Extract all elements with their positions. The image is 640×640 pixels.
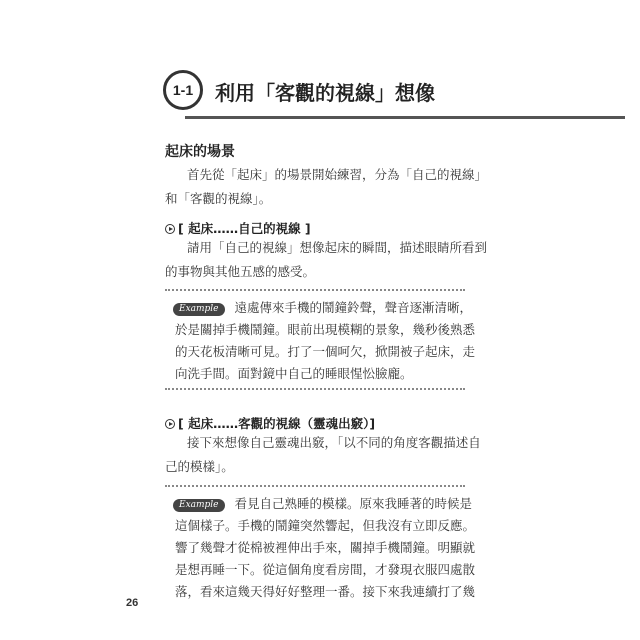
point-line: 請用「自己的視線」想像起床的瞬間，描述眼睛所看到 xyxy=(187,240,488,255)
point-line: 接下來想像自己靈魂出竅，「以不同的角度客觀描述自 xyxy=(187,435,481,450)
example-box-2 xyxy=(165,493,476,603)
arrow-circle-icon xyxy=(165,419,175,429)
dotted-divider xyxy=(165,388,465,390)
point-line: 己的模樣」。 xyxy=(165,459,234,474)
intro-paragraph xyxy=(165,163,488,211)
example-box-1 xyxy=(165,297,476,385)
section-header xyxy=(163,68,463,120)
intro-line: 首先從「起床」的場景開始練習，分為「自己的視線」 xyxy=(187,167,488,182)
dotted-divider xyxy=(165,485,465,487)
point-label: [ 起床……自己的視線 ] xyxy=(178,221,311,236)
example-line: 這個樣子。手機的鬧鐘突然響起，但我沒有立即反應。 xyxy=(175,518,476,533)
example-badge: Example xyxy=(173,499,225,512)
section-title: 利用「客觀的視線」想像 xyxy=(215,81,435,105)
subheading: 起床的場景 xyxy=(165,144,235,160)
example-line: 響了幾聲才從棉被裡伸出手來，關掉手機鬧鐘。明顯就 xyxy=(175,540,476,555)
section-underline xyxy=(185,116,625,119)
example-line: 是想再睡一下。從這個角度看房間，才發現衣服四處散 xyxy=(175,562,476,577)
example-line: 落，看來這幾天得好好整理一番。接下來我連續打了幾 xyxy=(175,584,476,599)
section-number-badge: 1-1 xyxy=(163,70,203,110)
example-line: Example 看見自己熟睡的模樣。原來我睡著的時候是 xyxy=(165,493,465,515)
arrow-circle-icon xyxy=(165,224,175,234)
example-line: 向洗手間。面對鏡中自己的睡眼惺忪臉龐。 xyxy=(175,366,413,381)
intro-line: 和「客觀的視線」。 xyxy=(165,191,272,206)
point-paragraph-2 xyxy=(165,431,481,479)
point-heading-1 xyxy=(165,219,311,237)
point-paragraph-1 xyxy=(165,236,488,284)
point-label: [ 起床……客觀的視線（靈魂出竅）] xyxy=(178,416,376,431)
example-line: 的天花板清晰可見。打了一個呵欠，掀開被子起床，走 xyxy=(175,344,476,359)
point-heading-2 xyxy=(165,414,375,432)
example-line: 於是關掉手機鬧鐘。眼前出現模糊的景象，幾秒後熟悉 xyxy=(175,322,476,337)
point-line: 的事物與其他五感的感受。 xyxy=(165,264,316,279)
dotted-divider xyxy=(165,289,465,291)
example-line: Example 遠處傳來手機的鬧鐘鈴聲，聲音逐漸清晰， xyxy=(165,297,465,319)
page-number: 26 xyxy=(126,597,139,609)
example-badge: Example xyxy=(173,303,225,316)
